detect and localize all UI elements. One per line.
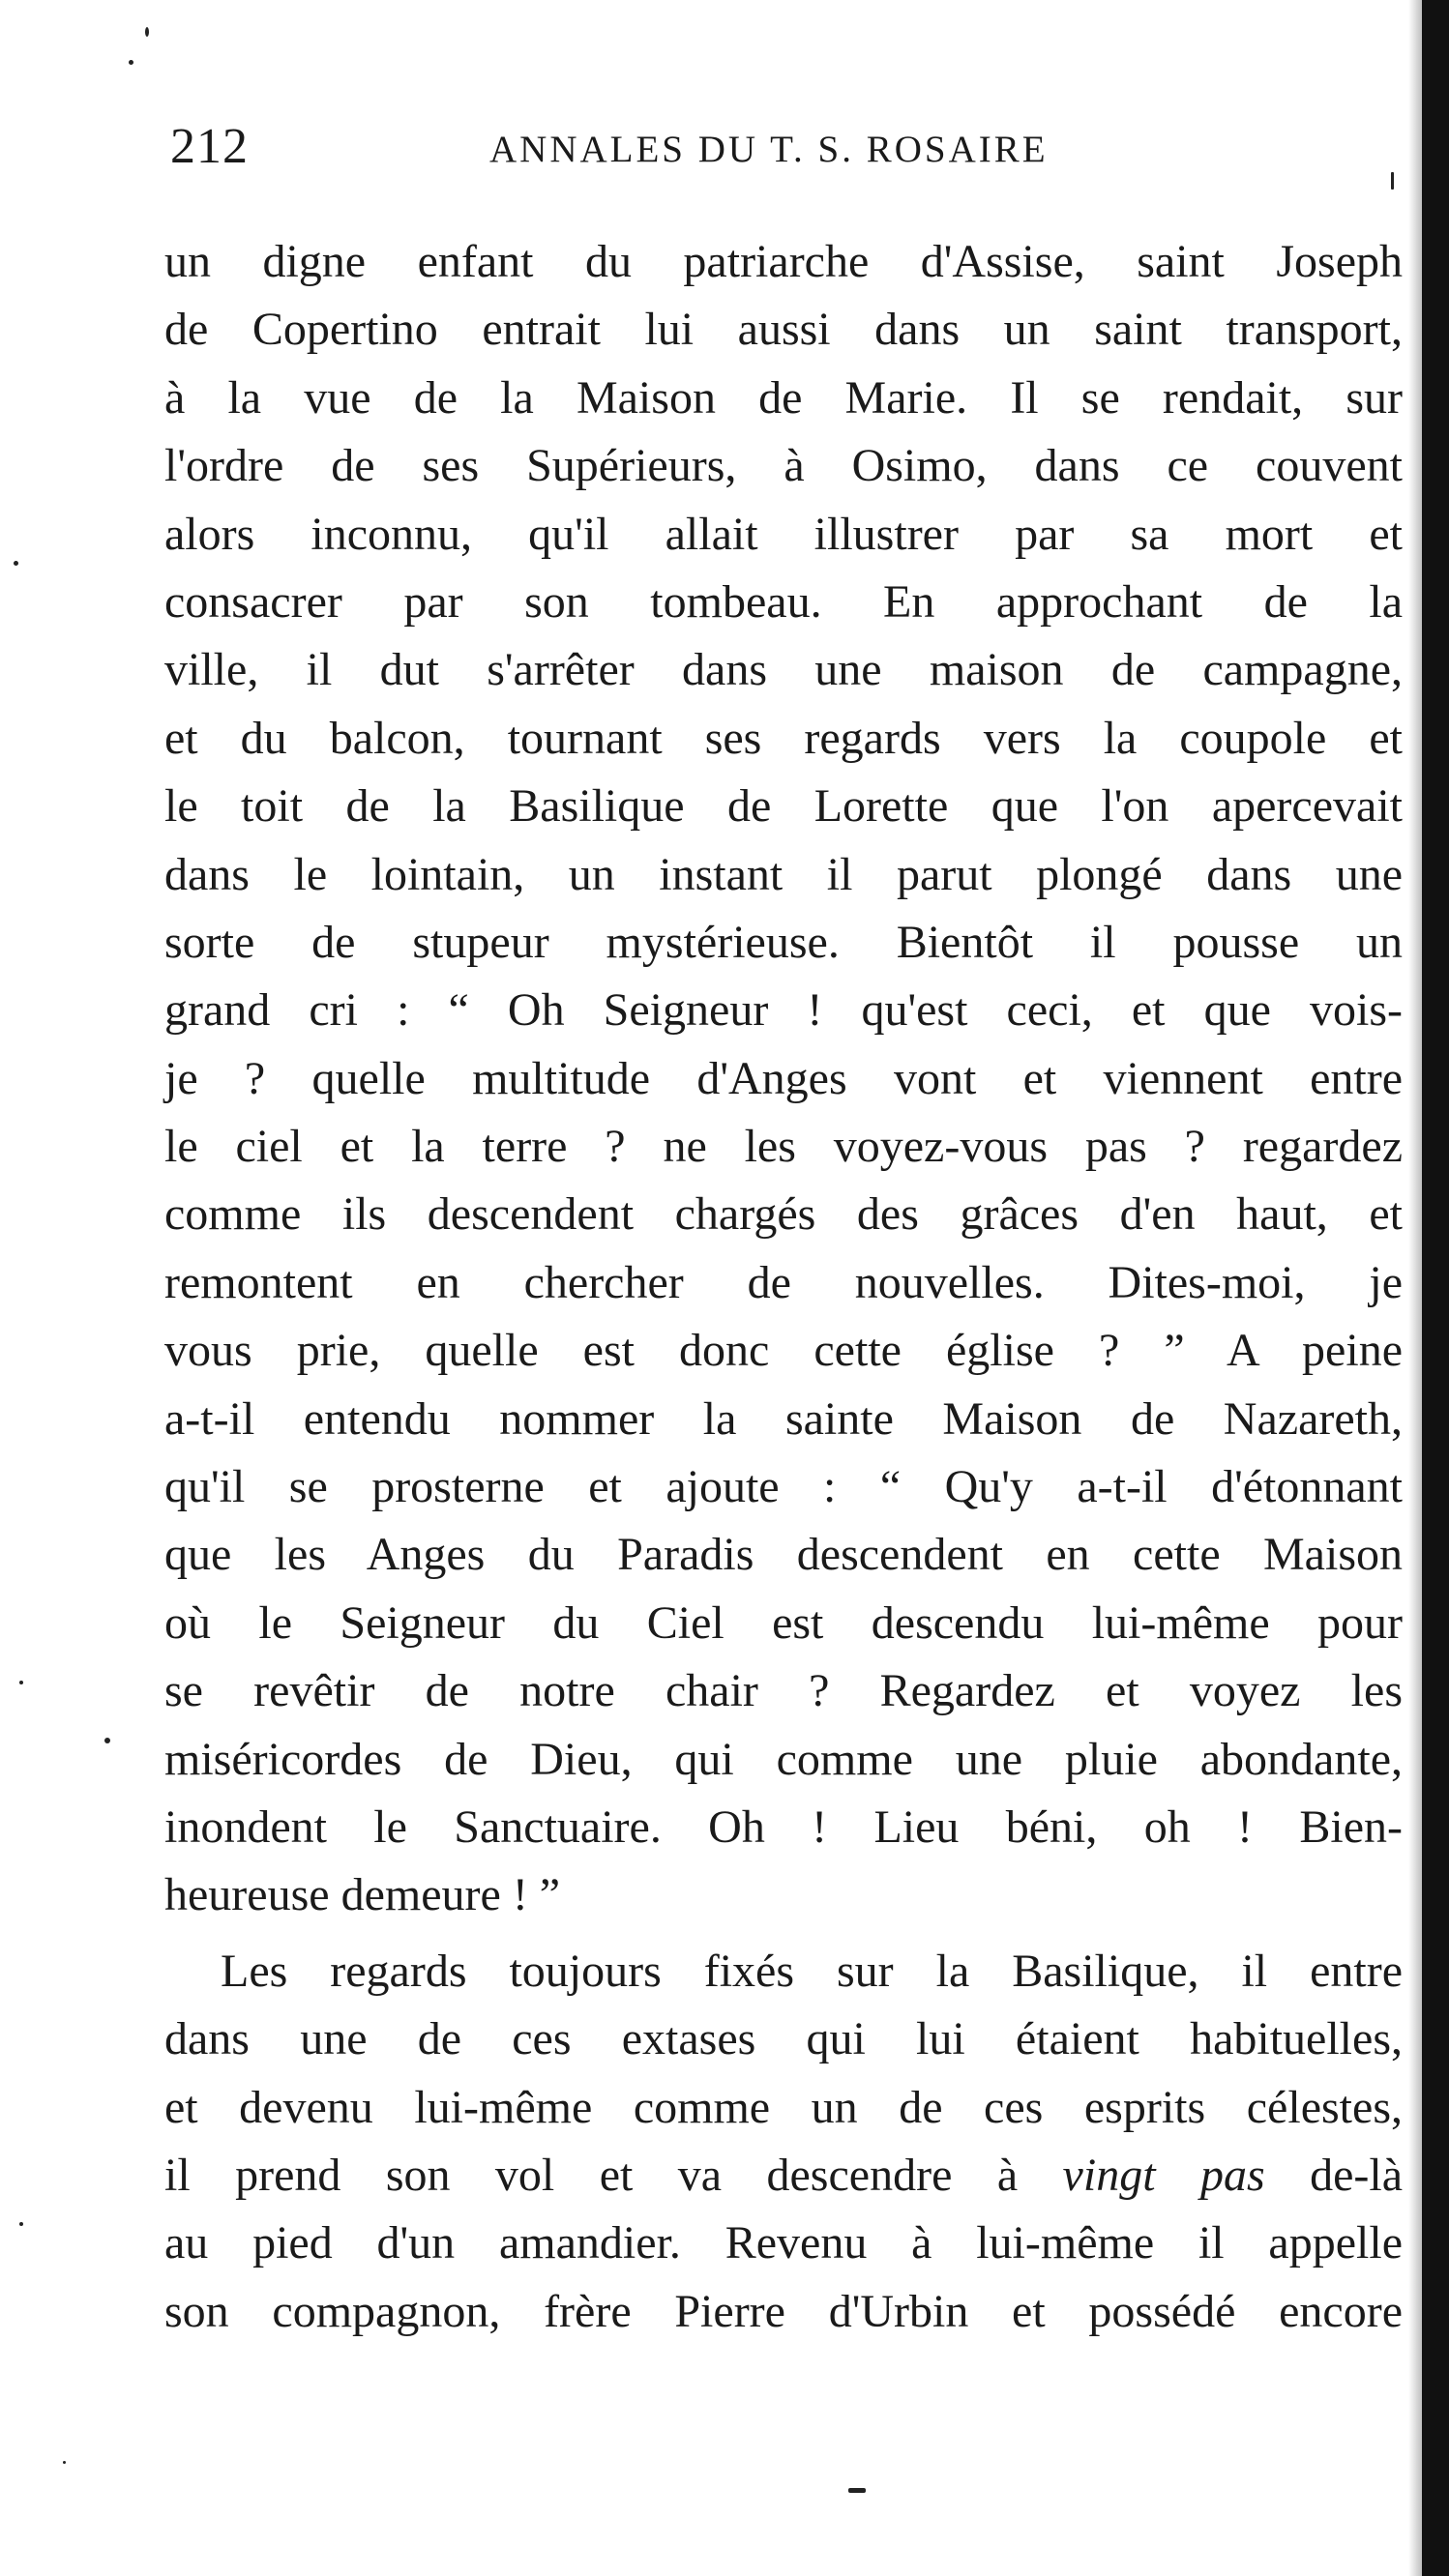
text-line: le toit de la Basilique de Lorette que l'on apercevait <box>164 780 1403 833</box>
scan-speck <box>19 1681 23 1684</box>
scan-speck <box>104 1738 110 1743</box>
text-line: comme ils descendent chargés des grâces d'en haut, et <box>164 1188 1403 1241</box>
text-line: miséricordes de Dieu, qui comme une pluie abondante, <box>164 1733 1403 1785</box>
text-line: se revêtir de notre chair ? Regardez et voyez les <box>164 1665 1403 1717</box>
text-line: je ? quelle multitude d'Anges vont et viennent entre <box>164 1052 1403 1104</box>
page-number: 212 <box>170 119 249 174</box>
text-line: dans une de ces extases qui lui étaient habituelles, <box>164 2013 1403 2065</box>
book-spine-edge <box>1422 0 1449 2576</box>
text-line: son compagnon, frère Pierre d'Urbin et possédé encore <box>164 2285 1403 2337</box>
text-line: heureuse demeure ! ” <box>164 1869 561 1921</box>
italic-phrase: vingt pas <box>1062 2149 1265 2201</box>
text-line: dans le lointain, un instant il parut plongé dans une <box>164 848 1403 900</box>
page-edge-shadow <box>1408 0 1422 2576</box>
text-line-with-italic <box>164 2142 1403 2210</box>
text-line: a-t-il entendu nommer la sainte Maison de Nazareth, <box>164 1392 1403 1445</box>
text-line: à la vue de la Maison de Marie. Il se rendait, sur <box>164 371 1403 424</box>
text-line: qu'il se prosterne et ajoute : “ Qu'y a-t-il d'étonnant <box>164 1461 1403 1513</box>
scan-speck <box>145 27 149 37</box>
text-line: l'ordre de ses Supérieurs, à Osimo, dans ce couvent <box>164 440 1403 492</box>
text-run: de-là <box>1264 2149 1403 2201</box>
scan-speck <box>63 2461 66 2464</box>
text-line: inondent le Sanctuaire. Oh ! Lieu béni, oh ! Bien- <box>164 1800 1403 1853</box>
text-line: grand cri : “ Oh Seigneur ! qu'est ceci, et que vois- <box>164 984 1403 1037</box>
running-title: ANNALES DU T. S. ROSAIRE <box>489 129 1049 170</box>
text-line: et du balcon, tournant ses regards vers la coupole et <box>164 712 1403 764</box>
text-line: Les regards toujours fixés sur la Basilique, il entre <box>221 1945 1403 1997</box>
text-line: ville, il dut s'arrêter dans une maison de campagne, <box>164 644 1403 696</box>
scan-speck <box>848 2488 866 2493</box>
text-run: il prend son vol et va descendre à <box>164 2149 1063 2201</box>
scan-speck <box>14 561 18 566</box>
text-line: un digne enfant du patriarche d'Assise, saint Joseph <box>164 236 1403 287</box>
text-line: où le Seigneur du Ciel est descendu lui-même pour <box>164 1596 1403 1649</box>
text-line: au pied d'un amandier. Revenu à lui-même il appelle <box>164 2217 1403 2269</box>
text-line: vous prie, quelle est donc cette église ? ” A peine <box>164 1325 1403 1377</box>
text-line: sorte de stupeur mystérieuse. Bientôt il pousse un <box>164 916 1403 968</box>
scan-speck <box>129 60 133 65</box>
text-line: le ciel et la terre ? ne les voyez-vous pas ? regardez <box>164 1121 1403 1173</box>
text-line: et devenu lui-même comme un de ces esprits célestes, <box>164 2081 1403 2133</box>
text-line: alors inconnu, qu'il allait illustrer par sa mort et <box>164 508 1403 560</box>
page-header <box>164 118 1412 186</box>
body-text <box>164 228 1403 2346</box>
text-line: de Copertino entrait lui aussi dans un saint transport, <box>164 304 1403 356</box>
text-line: que les Anges du Paradis descendent en cette Maison <box>164 1529 1403 1581</box>
text-line: remontent en chercher de nouvelles. Dites-moi, je <box>164 1256 1403 1308</box>
scan-speck <box>19 2222 23 2226</box>
text-line: consacrer par son tombeau. En approchant de la <box>164 575 1403 628</box>
